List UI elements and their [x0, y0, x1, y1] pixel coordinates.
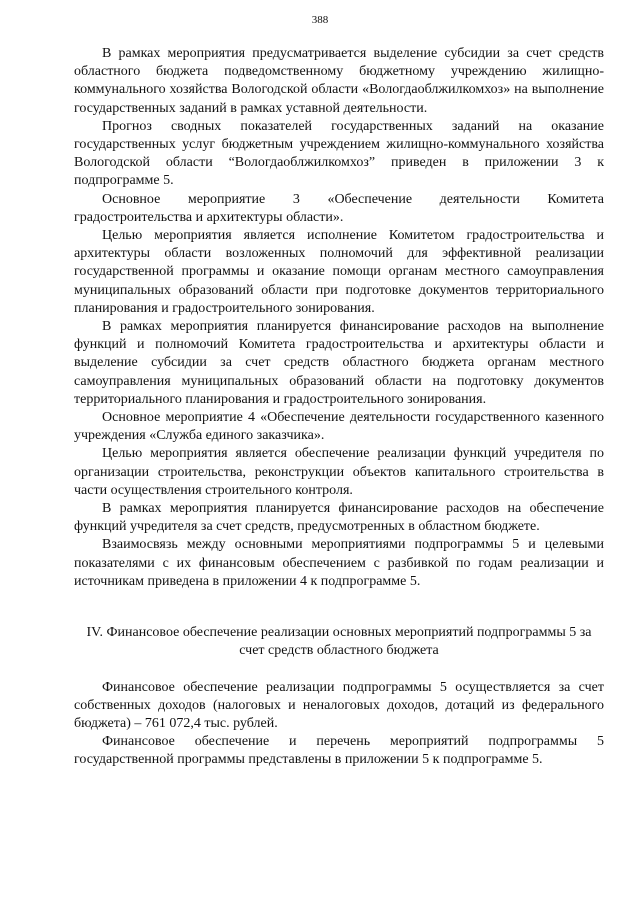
- paragraph-financial-support-list: Финансовое обеспечение и перечень мероприятий подпрограммы 5 государственной программы представлены в приложении 5 к подпрограмме 5.: [74, 734, 604, 768]
- paragraph-subsidy-vologdaoblzhilkomkhoz: В рамках мероприятия предусматривается выделение субсидии за счет средств областного бюджета подведомственному бюджетному учреждению жилищно-коммунального хозяйства Вологодской области «Вологдаоблжилкомхоз» на выполнение государственных заданий в рамках уставной деятельности.: [74, 46, 604, 116]
- paragraph-financial-support: Финансовое обеспечение реализации подпрограммы 5 осуществляется за счет собственных доходов (налоговых и неналоговых доходов, дотаций из федерального бюджета) – 761 072,4 тыс. рублей.: [74, 679, 604, 731]
- paragraph-main-measure-4: Основное мероприятие 4 «Обеспечение деятельности государственного казенного учреждения «Служба единого заказчика».: [74, 410, 604, 444]
- paragraph-main-measure-3: Основное мероприятие 3 «Обеспечение деятельности Комитета градостроительства и архитектуры области».: [74, 191, 604, 225]
- page-number: 388: [311, 14, 329, 26]
- paragraph-measure-3-financing: В рамках мероприятия планируется финансирование расходов на выполнение функций и полномочий Комитета градостроительства и архитектуры области и выделение субсидии за счет средств областного бюджета органам местного самоуправления муниципальных образований области на подготовку документов территориального планирования и градостроительного зонирования.: [74, 319, 604, 407]
- paragraph-relationship-indicators: Взаимосвязь между основными мероприятиями подпрограммы 5 и целевыми показателями с их финансовым обеспечением с разбивкой по годам реализации и источникам приведена в приложении 4 к подпрограмме 5.: [74, 537, 604, 589]
- paragraph-measure-4-goal: Целью мероприятия является обеспечение реализации функций учредителя по организации строительства, реконструкции объектов капитального строительства в части осуществления строительного контроля.: [74, 446, 604, 498]
- section-spacer: [74, 591, 604, 624]
- heading-spacer: [74, 661, 604, 679]
- section-heading: IV. Финансовое обеспечение реализации основных мероприятий подпрограммы 5 за счет средств областного бюджета: [86, 625, 592, 659]
- paragraph-measure-3-goal: Целью мероприятия является исполнение Комитетом градостроительства и архитектуры области возложенных полномочий для эффективной реализации государственной программы и оказание помощи органам местного самоуправления муниципальных образований области при подготовке документов территориального планирования и градостроительного зонирования.: [74, 228, 604, 316]
- document-body: [74, 45, 604, 770]
- paragraph-measure-4-financing: В рамках мероприятия планируется финансирование расходов на обеспечение функций учредителя за счет средств, предусмотренных в областном бюджете.: [74, 501, 604, 535]
- paragraph-forecast-state-tasks: Прогноз сводных показателей государственных заданий на оказание государственных услуг бюджетным учреждением жилищно-коммунального хозяйства Вологодской области “Вологдаоблжилкомхоз” приведен в приложении 3 к подпрограмме 5.: [74, 118, 604, 189]
